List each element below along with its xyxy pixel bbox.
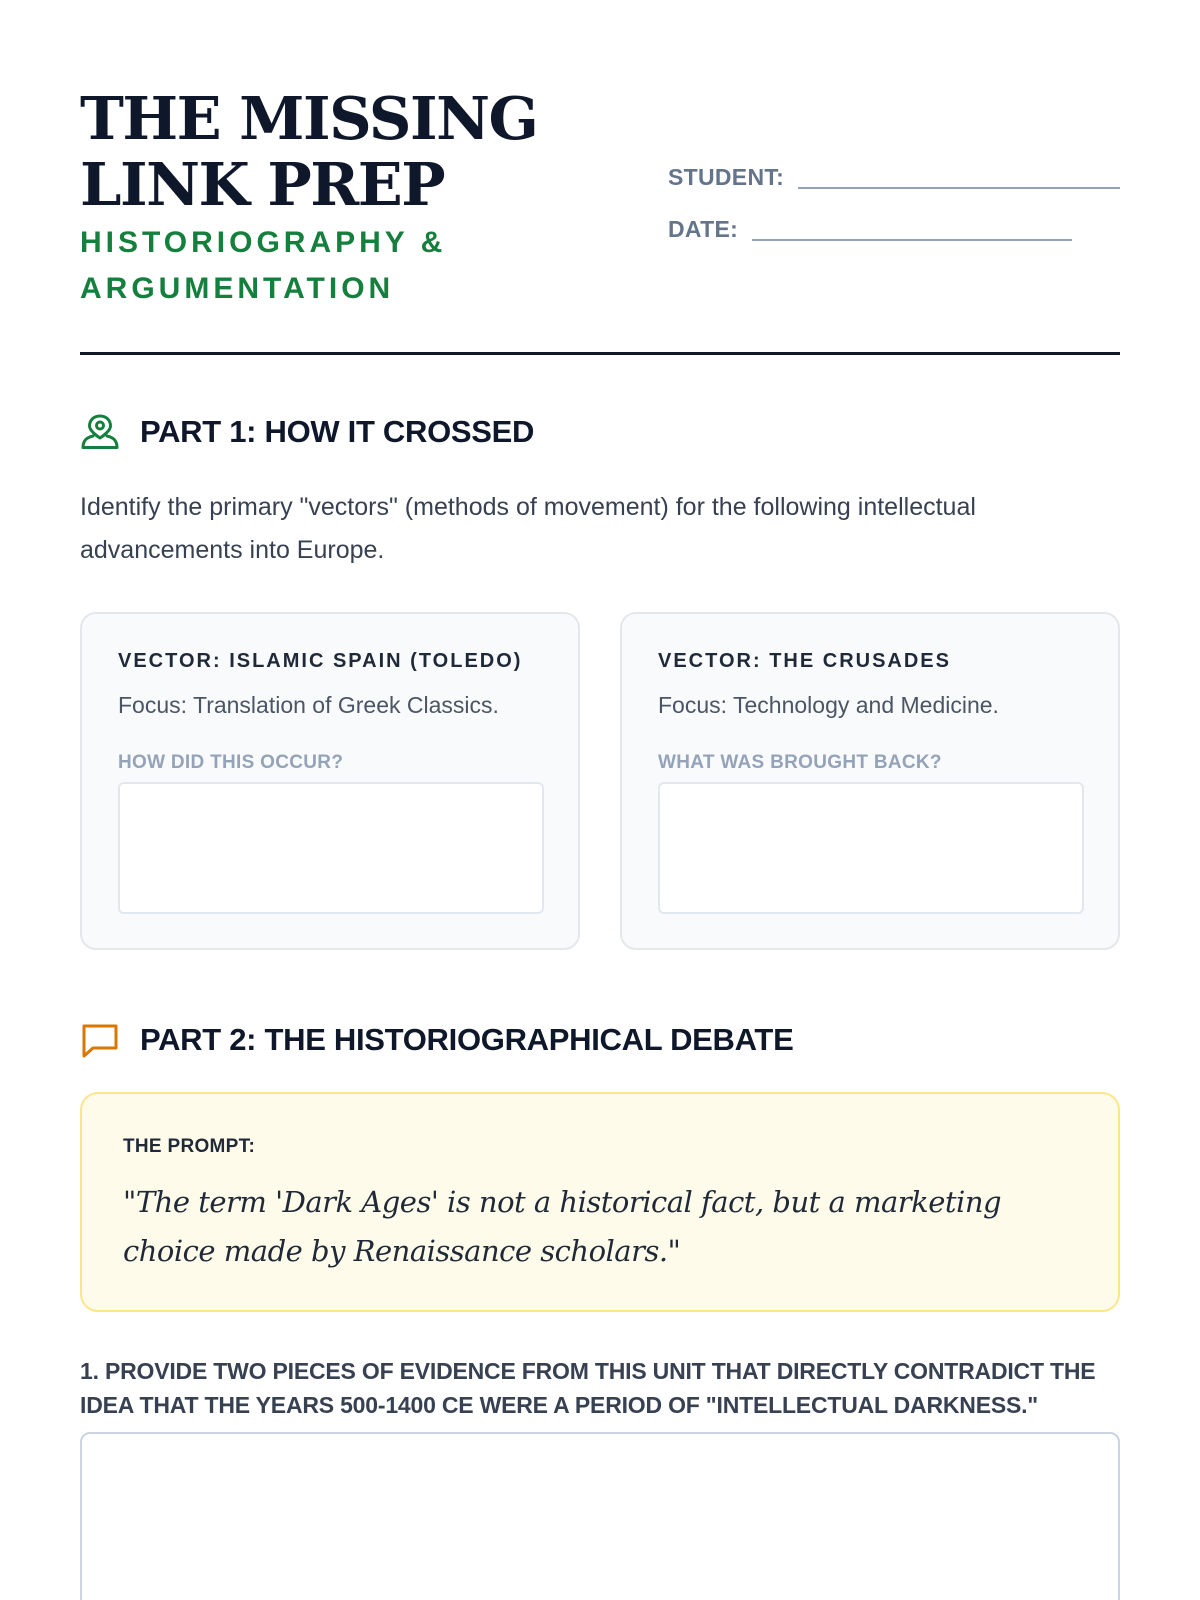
vector-card-title: VECTOR: ISLAMIC SPAIN (TOLEDO): [118, 650, 523, 672]
vector-card-focus: Focus: Technology and Medicine.: [658, 692, 999, 718]
map-pin-user-icon: [80, 412, 120, 452]
worksheet-title: THE MISSING LINK PREP: [80, 84, 538, 219]
part1-instructions: Identify the primary "vectors" (methods of movement) for the following intellectual advancements into Europe.: [80, 493, 976, 564]
part2-heading: PART 2: THE HISTORIOGRAPHICAL DEBATE: [140, 1022, 794, 1057]
question-1: 1. PROVIDE TWO PIECES OF EVIDENCE FROM THIS UNIT THAT DIRECTLY CONTRADICT THE IDEA THAT THE YEARS 500-1400 CE WERE A PERIOD OF "INTELLECTUAL DARKNESS.": [80, 1358, 1096, 1418]
worksheet-subtitle: HISTORIOGRAPHY & ARGUMENTATION: [80, 226, 447, 305]
student-label: STUDENT:: [668, 164, 785, 190]
vector-card-toledo: [80, 612, 580, 950]
date-label: DATE:: [668, 216, 739, 242]
toledo-answer-box[interactable]: [118, 782, 544, 914]
prompt-label: THE PROMPT:: [123, 1136, 256, 1157]
vector-card-title: VECTOR: THE CRUSADES: [658, 650, 951, 672]
prompt-quote: "The term 'Dark Ages' is not a historical fact, but a marketing choice made by Renaissance scholars.": [123, 1185, 1002, 1268]
debate-prompt-box: [80, 1092, 1120, 1312]
student-name-line[interactable]: [798, 187, 1120, 189]
vector-card-crusades: [620, 612, 1120, 950]
part2-heading-row: [80, 1020, 793, 1060]
vector-card-question: HOW DID THIS OCCUR?: [118, 752, 344, 773]
part1-heading-row: [80, 412, 534, 452]
question-1-answer-box[interactable]: [80, 1432, 1120, 1600]
worksheet-header: [80, 80, 1120, 355]
date-line[interactable]: [752, 239, 1072, 241]
vector-card-focus: Focus: Translation of Greek Classics.: [118, 692, 499, 718]
vector-card-question: WHAT WAS BROUGHT BACK?: [658, 752, 942, 773]
worksheet-page: [80, 0, 1120, 1600]
student-field[interactable]: [668, 164, 1120, 191]
part1-heading: PART 1: HOW IT CROSSED: [140, 414, 535, 449]
crusades-answer-box[interactable]: [658, 782, 1084, 914]
date-field[interactable]: [668, 216, 1072, 243]
chat-bubble-icon: [80, 1020, 120, 1060]
